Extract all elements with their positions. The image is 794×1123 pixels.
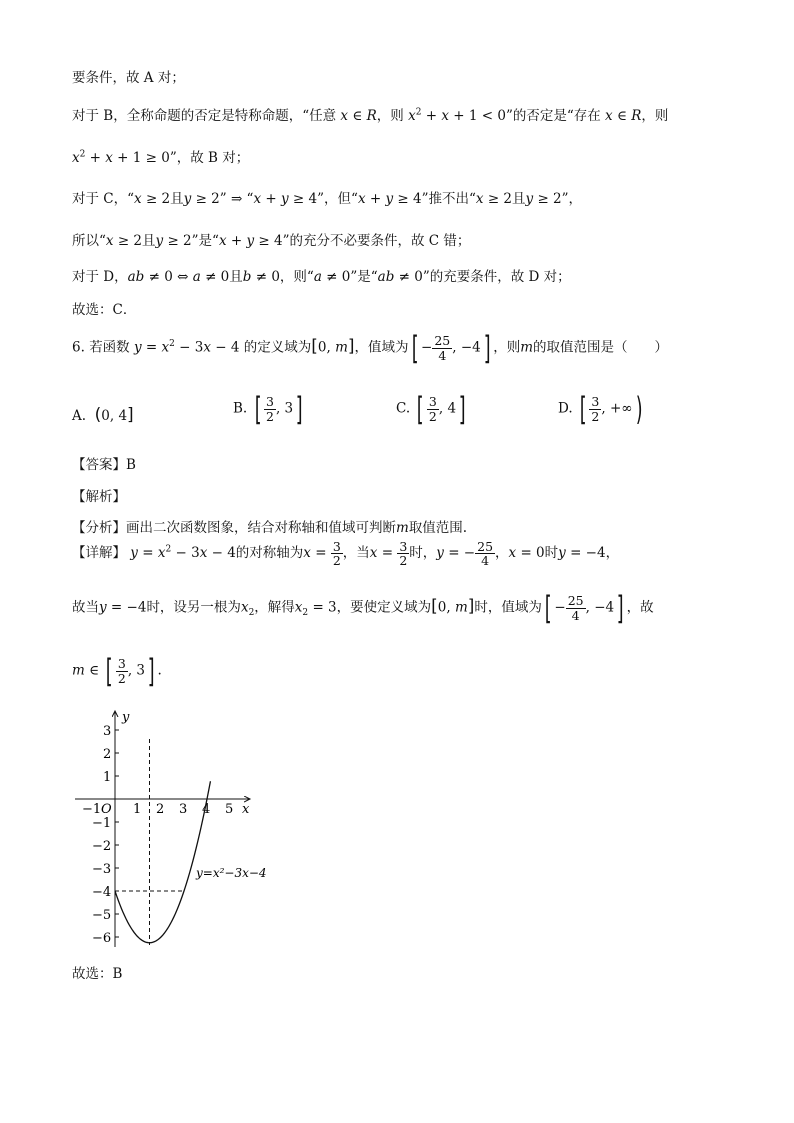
text-seg: ，故 (626, 599, 654, 616)
option-c: C. [ $\frac{3}{2}$ , 4] (396, 390, 466, 428)
option-d: D. [ $\frac{3}{2}$ , +∞) (558, 390, 643, 428)
text-seg: 且 (170, 191, 184, 207)
text-seg: ”的充分不必要条件，故 C 错； (282, 233, 471, 249)
text-seg: 的对称轴为 (235, 545, 304, 562)
text-seg: ， (605, 545, 620, 562)
text-seg: ”， (561, 191, 583, 207)
final-answer: 故选：B (72, 966, 123, 982)
x-axis-label: x (242, 802, 250, 817)
text-seg: 时，值域为 (474, 599, 542, 616)
option-label: C. (396, 400, 411, 417)
y-tick-label: −4 (92, 885, 112, 900)
y-tick-label: 1 (103, 770, 112, 785)
y-axis-label: y (122, 710, 130, 725)
question-number: 6. (72, 339, 85, 356)
text-seg: ” ⇒ “ (219, 191, 254, 207)
y-tick-label: 3 (103, 724, 112, 739)
text-seg: ，则 (641, 108, 669, 124)
option-a: A. (0, 4] (72, 405, 134, 425)
text-seg: ”是“ (191, 233, 219, 249)
text-seg: ”的充要条件，故 D 对； (422, 269, 571, 285)
text-seg: ，当 (342, 545, 370, 562)
y-tick-label: −6 (92, 931, 112, 946)
detail-line: 【详解】 $y = x^2 - 3x - 4$的对称轴为x = $\frac{3}{2}$ ，当x = $\frac{3}{2}$ 时，y = − $\frac{25}{4}$ ，x = 0时y = −4， (72, 539, 620, 569)
detail-tag: 【详解】 (72, 545, 126, 562)
text-seg: 对于 C，“ (72, 191, 135, 207)
detail-line-3: m ∈ [ $\frac{3}{2}$ , 3] . (72, 652, 162, 690)
x-tick-label: 5 (225, 802, 234, 817)
y-tick-label: 2 (103, 747, 112, 762)
text-line-4: 对于 C，“x ≥ 2且y ≥ 2” ⇒ “x + y ≥ 4”，但“x + y ≥ 4”推不出“x ≥ 2且y ≥ 2”， (72, 191, 583, 207)
text-seg: 故当 (72, 599, 99, 616)
answer-value: B (126, 457, 136, 473)
analysis-tag: 【解析】 (72, 489, 126, 505)
text-seg: ”，但“ (317, 191, 358, 207)
text-seg: 对于 D， (72, 269, 128, 285)
text-seg: 且 (512, 191, 526, 207)
parabola-graph (70, 705, 270, 955)
text-seg: ”的否定是“存在 (505, 108, 601, 124)
text-seg: ， (495, 545, 509, 562)
detail-line-2: 故当y = −4时，设另一根为$x_2$，解得$x_2 = 3$，要使定义域为[0, m]时，值域为[ − $\frac{25}{4}$ , −4] ，故 (72, 589, 654, 627)
question-stem: 6. 若函数 $y = x^2 - 3x - 4$ 的定义域为[0, m]，值域为[ − $\frac{25}{4}$ , −4] ，则m的取值范围是（ ） (72, 329, 669, 367)
text-seg: 所以“ (72, 233, 106, 249)
text-line-5: 所以“x ≥ 2且y ≥ 2”是“x + y ≥ 4”的充分不必要条件，故 C 错； (72, 233, 471, 249)
text-seg: 的取值范围是（ ） (533, 339, 669, 356)
origin-label: O (101, 802, 112, 817)
text-seg: ，则 (376, 108, 404, 124)
y-tick-label: −1 (92, 816, 112, 831)
text-line-3: $x^2 + x + 1 \ge 0$”，故 B 对； (72, 149, 250, 166)
x-tick-label: 4 (202, 802, 211, 817)
text-seg: ，解得 (254, 599, 295, 616)
option-label: B. (233, 400, 248, 417)
option-b: B. [ $\frac{3}{2}$ , 3] (233, 390, 303, 428)
x-tick-label: 2 (156, 802, 165, 817)
text-seg: 时，设另一根为 (146, 599, 241, 616)
text-seg: ，要使定义域为 (336, 599, 432, 616)
text-line-6: 对于 D，ab ≠ 0 ⇔ a ≠ 0且b ≠ 0，则“a ≠ 0”是“ab ≠ 0”的充要条件，故 D 对； (72, 269, 571, 285)
text-line-7: 故选：C． (72, 302, 137, 318)
text-line-1: 要条件，故 A 对； (72, 70, 185, 86)
text-seg: ，则“ (279, 269, 314, 285)
text-seg: 取值范围. (408, 520, 468, 536)
fenxi-line: 【分析】画出二次函数图象，结合对称轴和值域可判断m取值范围. (72, 520, 468, 536)
text-seg: ，值域为 (354, 339, 409, 356)
option-label: A. (72, 408, 87, 424)
text-seg: 的定义域为 (243, 339, 312, 356)
text-seg: 且 (142, 233, 156, 249)
text-seg: 且 (229, 269, 243, 285)
text-line-2: 对于 B，全称命题的否定是特称命题，“任意 x ∈ R，则 $x^2 + x + 1 < 0$”的否定是“存在 x ∈ R，则 (72, 107, 669, 124)
text-seg: ”推不出“ (421, 191, 476, 207)
x-tick-label: 3 (179, 802, 188, 817)
x-tick-label: 1 (133, 802, 142, 817)
answer-tag: 【答案】 (72, 457, 126, 473)
y-tick-label: −5 (92, 908, 112, 923)
curve-label: y=x²−3x−4 (196, 866, 267, 880)
y-tick-label: −3 (92, 862, 112, 877)
y-tick-label: −2 (92, 839, 112, 854)
text-seg: ”是“ (350, 269, 378, 285)
fenxi-tag: 【分析】 (72, 520, 126, 536)
x-tick-label: −1 (82, 802, 102, 817)
text-seg: 若函数 (89, 339, 130, 356)
text-seg: 对于 B，全称命题的否定是特称命题，“任意 (72, 108, 337, 124)
text-seg: ”，故 B 对； (169, 150, 250, 166)
text-seg: ，则 (493, 339, 521, 356)
text-seg: 时， (409, 545, 437, 562)
option-label: D. (558, 400, 573, 417)
text-seg: 时 (544, 545, 559, 562)
answer-line (72, 453, 136, 473)
text-seg: 画出二次函数图象，结合对称轴和值域可判断 (126, 520, 396, 536)
